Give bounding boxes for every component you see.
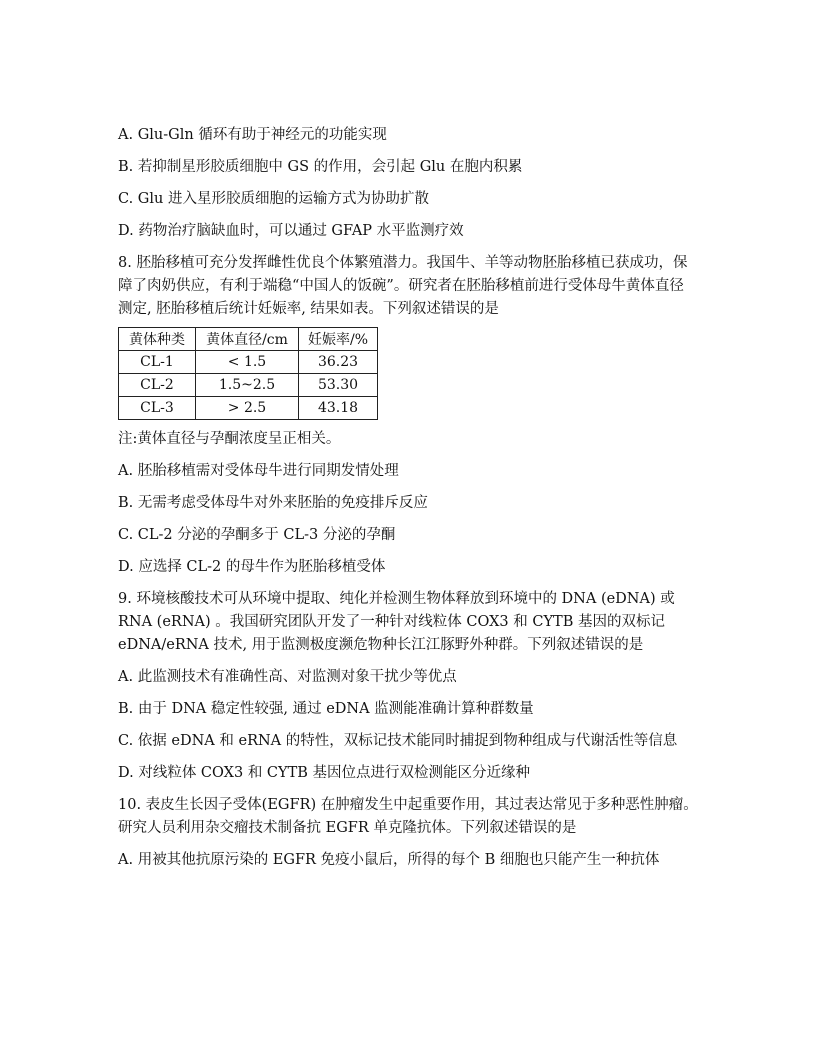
q10-stem: 10. 表皮生长因子受体(EGFR) 在肿瘤发生中起重要作用，其过表达常见于多种恶性肿瘤。 研究人员利用杂交瘤技术制备抗 EGFR 单克隆抗体。下列叙述错误的是: [118, 797, 698, 836]
exam-page: [118, 124, 698, 881]
q9-option-b: B. 由于 DNA 稳定性较强, 通过 eDNA 监测能准确计算种群数量: [118, 701, 534, 717]
table-cell: < 1.5: [196, 351, 299, 374]
table-cell: 43.18: [299, 397, 378, 420]
q9-option-c: C. 依据 eDNA 和 eRNA 的特性，双标记技术能同时捕捉到物种组成与代谢活性等信息: [118, 733, 678, 749]
q9-option-d: D. 对线粒体 COX3 和 CYTB 基因位点进行双检测能区分近缘种: [118, 765, 531, 781]
table-cell: > 2.5: [196, 397, 299, 420]
table-row: [119, 397, 378, 420]
corpus-luteum-table: [118, 327, 378, 420]
q8-option-a: A. 胚胎移植需对受体母牛进行同期发情处理: [118, 463, 399, 479]
table-header-row: [119, 328, 378, 351]
q8-option-b: B. 无需考虑受体母牛对外来胚胎的免疫排斥反应: [118, 495, 428, 511]
q8-stem: 8. 胚胎移植可充分发挥雌性优良个体繁殖潜力。我国牛、羊等动物胚胎移植已获成功，保障了肉奶供应，有利于端稳“中国人的饭碗”。研究者在胚胎移植前进行受体母牛黄体直径测定, 胚胎移植后统计妊娠率, 结果如表。下列叙述错误的是: [118, 255, 688, 317]
table-header-cell: 妊娠率/%: [299, 328, 378, 351]
question-8: [118, 252, 698, 579]
q10-option-a: A. 用被其他抗原污染的 EGFR 免疫小鼠后，所得的每个 B 细胞也只能产生一种抗体: [118, 852, 660, 868]
q7-option-d: D. 药物治疗脑缺血时，可以通过 GFAP 水平监测疗效: [118, 223, 464, 239]
q8-option-c: C. CL-2 分泌的孕酮多于 CL-3 分泌的孕酮: [118, 527, 396, 543]
table-cell: 36.23: [299, 351, 378, 374]
table-cell: CL-3: [119, 397, 196, 420]
table-cell: CL-1: [119, 351, 196, 374]
table-note: 注:黄体直径与孕酮浓度呈正相关。: [118, 431, 341, 447]
table-header-cell: 黄体种类: [119, 328, 196, 351]
q7-option-c: C. Glu 进入星形胶质细胞的运输方式为协助扩散: [118, 191, 429, 207]
q7-option-a: A. Glu-Gln 循环有助于神经元的功能实现: [118, 127, 387, 143]
table-cell: CL-2: [119, 374, 196, 397]
question-10: [118, 794, 698, 872]
table-row: [119, 351, 378, 374]
q7-option-b: B. 若抑制星形胶质细胞中 GS 的作用，会引起 Glu 在胞内积累: [118, 159, 523, 175]
q9-option-a: A. 此监测技术有准确性高、对监测对象干扰少等优点: [118, 669, 457, 685]
q8-option-d: D. 应选择 CL-2 的母牛作为胚胎移植受体: [118, 559, 386, 575]
question-7-options: [118, 124, 698, 243]
q9-stem: 9. 环境核酸技术可从环境中提取、纯化并检测生物体释放到环境中的 DNA (eDNA) 或 RNA (eRNA) 。我国研究团队开发了一种针对线粒体 COX3 和 CYTB 基因的双标记 eDNA/eRNA 技术, 用于监测极度濒危物种长江江豚野外种群。下列叙述错误的是: [118, 591, 675, 653]
table-row: [119, 374, 378, 397]
question-9: [118, 588, 698, 785]
table-header-cell: 黄体直径/cm: [196, 328, 299, 351]
table-cell: 53.30: [299, 374, 378, 397]
table-cell: 1.5~2.5: [196, 374, 299, 397]
